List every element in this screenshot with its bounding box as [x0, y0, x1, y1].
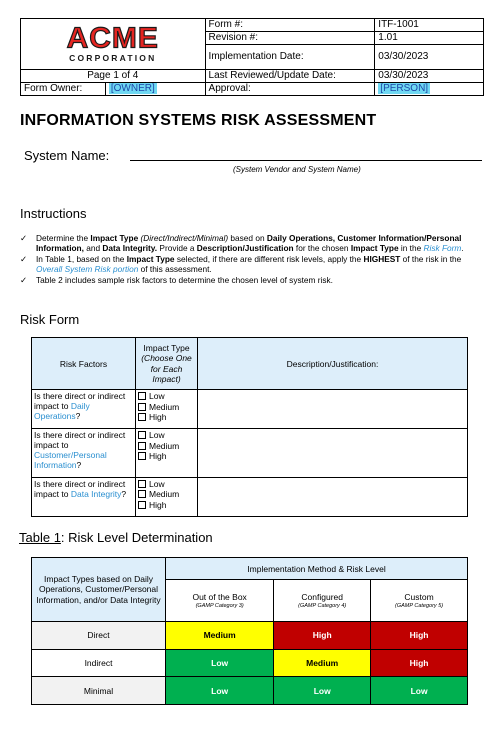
option-high[interactable]: High — [138, 451, 195, 462]
system-name-field[interactable] — [130, 160, 482, 161]
last-reviewed-label: Last Reviewed/Update Date: — [205, 70, 375, 83]
impact-options — [136, 429, 198, 478]
table1-title: Table 1: Risk Level Determination — [19, 530, 213, 545]
checkbox[interactable] — [138, 413, 146, 421]
col-risk-factors: Risk Factors — [32, 338, 136, 390]
instruction-item: ✓ Table 2 includes sample risk factors to determine the chosen level of system risk. — [20, 274, 333, 285]
risk-form-table — [31, 337, 468, 517]
form-header — [20, 18, 484, 94]
impact-options — [136, 390, 198, 429]
instructions-list — [20, 233, 480, 285]
instruction-item: ✓ In Table 1, based on the Impact Type selected, if there are different risk levels, apply the HIGHEST of the risk in the Overall System Risk portion of this assessment. — [20, 253, 462, 275]
option-medium[interactable]: Medium — [138, 441, 195, 452]
checkbox[interactable] — [138, 490, 146, 498]
checkbox[interactable] — [138, 392, 146, 400]
checkbox[interactable] — [138, 501, 146, 509]
risk-cell: Low — [166, 649, 274, 677]
col-impact-type: Impact Type (Choose One for Each Impact) — [136, 338, 198, 390]
instruction-item: ✓ Determine the Impact Type (Direct/Indirect/Minimal) based on Daily Operations, Customer Information/Personal Information, and Data Integrity. Provide a Description/Justification for the chosen Impact Type in the Risk Form. — [20, 233, 464, 254]
description-field[interactable] — [198, 429, 468, 478]
risk-form-heading: Risk Form — [20, 312, 80, 327]
implementation-method-header: Implementation Method & Risk Level — [166, 558, 468, 580]
risk-factor-data-integrity: Is there direct or indirect impact to Data Integrity? — [32, 477, 136, 516]
form-number-label: Form #: — [205, 19, 375, 32]
row-direct: Direct — [32, 622, 166, 650]
risk-cell: Medium — [166, 622, 274, 650]
page-title: INFORMATION SYSTEMS RISK ASSESSMENT — [20, 112, 377, 129]
risk-cell: High — [371, 649, 468, 677]
option-low[interactable]: Low — [138, 430, 195, 441]
checkbox[interactable] — [138, 452, 146, 460]
implementation-date-label: Implementation Date: — [205, 45, 375, 70]
option-low[interactable]: Low — [138, 391, 195, 402]
approval-field[interactable]: [PERSON] — [380, 83, 429, 94]
description-field[interactable] — [198, 477, 468, 516]
option-high[interactable]: High — [138, 500, 195, 511]
risk-factor-daily-operations: Is there direct or indirect impact to Daily Operations? — [32, 390, 136, 429]
form-number-value: ITF-1001 — [375, 19, 484, 32]
implementation-date-value: 03/30/2023 — [375, 45, 484, 70]
option-high[interactable]: High — [138, 412, 195, 423]
risk-form-link[interactable]: Risk Form — [423, 243, 462, 254]
risk-cell: Medium — [274, 649, 371, 677]
impact-options — [136, 477, 198, 516]
system-name-note: (System Vendor and System Name) — [233, 165, 361, 174]
form-owner-field[interactable]: [OWNER] — [110, 83, 155, 94]
last-reviewed-value: 03/30/2023 — [375, 70, 484, 83]
form-owner-cell — [105, 83, 205, 96]
revision-value: 1.01 — [375, 32, 484, 45]
col-description: Description/Justification: — [198, 338, 468, 390]
check-icon: ✓ — [20, 253, 27, 264]
option-medium[interactable]: Medium — [138, 489, 195, 500]
row-indirect: Indirect — [32, 649, 166, 677]
logo-wordmark: ACME — [66, 22, 159, 55]
risk-cell: Low — [371, 677, 468, 705]
system-name-label: System Name: — [24, 148, 110, 163]
option-low[interactable]: Low — [138, 479, 195, 490]
risk-cell: High — [274, 622, 371, 650]
checkbox[interactable] — [138, 403, 146, 411]
check-icon: ✓ — [20, 233, 27, 243]
form-owner-label: Form Owner: — [21, 83, 106, 96]
overall-risk-link[interactable]: Overall System Risk portion — [36, 264, 139, 275]
col-out-of-the-box: Out of the Box (GAMP Category 3) — [166, 580, 274, 622]
option-medium[interactable]: Medium — [138, 402, 195, 413]
col-custom: Custom (GAMP Category 5) — [371, 580, 468, 622]
description-field[interactable] — [198, 390, 468, 429]
checkbox[interactable] — [138, 431, 146, 439]
page-indicator: Page 1 of 4 — [21, 70, 206, 83]
check-icon: ✓ — [20, 274, 27, 285]
instructions-heading: Instructions — [20, 206, 87, 221]
approval-cell — [375, 83, 484, 96]
risk-cell: Low — [274, 677, 371, 705]
logo — [21, 19, 206, 70]
risk-level-table — [31, 557, 468, 705]
approval-label: Approval: — [205, 83, 375, 96]
checkbox[interactable] — [138, 442, 146, 450]
checkbox[interactable] — [138, 480, 146, 488]
revision-label: Revision #: — [205, 32, 375, 45]
risk-factor-customer-information: Is there direct or indirect impact to Customer/Personal Information? — [32, 429, 136, 478]
row-minimal: Minimal — [32, 677, 166, 705]
risk-cell: High — [371, 622, 468, 650]
logo-subtitle: CORPORATION — [69, 53, 157, 63]
risk-cell: Low — [166, 677, 274, 705]
impact-types-header: Impact Types based on Daily Operations, Customer/Personal Information, and/or Data Integrity — [32, 558, 166, 622]
col-configured: Configured (GAMP Category 4) — [274, 580, 371, 622]
